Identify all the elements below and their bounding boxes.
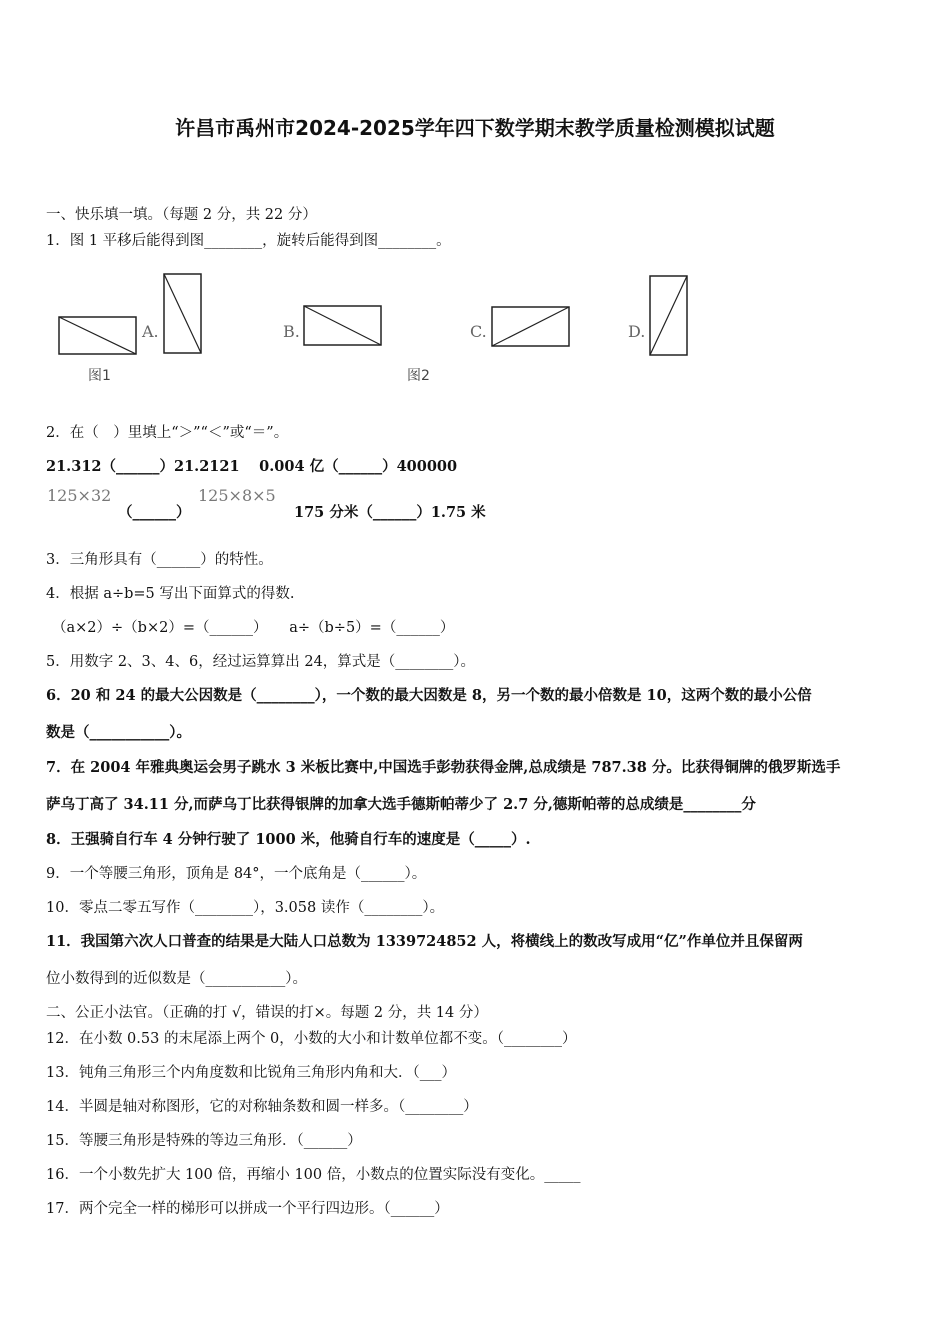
question-12: 12．在小数 0.53 的末尾添上两个 0，小数的大小和计数单位都不变。（________）: [46, 1031, 577, 1047]
question-14: 14．半圆是轴对称图形，它的对称轴条数和圆一样多。（________）: [46, 1099, 478, 1115]
figure-1-label: 图1: [88, 368, 111, 384]
section2-heading: 二、公正小法官。（正确的打 √，错误的打×。每题 2 分，共 14 分）: [46, 1005, 488, 1021]
question-8: 8．王强骑自行车 4 分钟行驶了 1000 米，他骑自行车的速度是（_____）.: [46, 831, 531, 848]
option-c-rectangle: [491, 306, 571, 348]
question-2: 2．在（ ）里填上“＞”“＜”或“＝”。: [46, 425, 289, 441]
question-2-row-1: 21.312（______）21.2121 0.004 亿（______）400000: [46, 458, 458, 475]
question-16: 16．一个小数先扩大 100 倍，再缩小 100 倍，小数点的位置实际没有变化。_____: [46, 1167, 581, 1183]
option-d-label: D.: [628, 322, 646, 341]
page-title: 许昌市禹州市2024-2025学年四下数学期末教学质量检测模拟试题: [175, 116, 775, 140]
figure-2-label: 图2: [407, 368, 430, 384]
question-4: 4．根据 a÷b=5 写出下面算式的得数.: [46, 586, 295, 602]
option-a-rectangle: [163, 273, 203, 355]
question-15: 15．等腰三角形是特殊的等边三角形．（______）: [46, 1133, 362, 1149]
question-10: 10．零点二零五写作（________），3.058 读作（________）。: [46, 900, 445, 916]
question-9: 9．一个等腰三角形，顶角是 84°，一个底角是（______）。: [46, 866, 427, 882]
question-7-line-1: 7．在 2004 年雅典奥运会男子跳水 3 米板比赛中,中国选手彭勃获得金牌,总成绩是 787.38 分。比获得铜牌的俄罗斯选手: [46, 759, 841, 776]
option-b-label: B.: [283, 322, 300, 341]
question-2-expression-2: 125×8×5: [198, 486, 276, 505]
question-4-row: （a×2）÷（b×2）=（______） a÷（b÷5）=（______）: [52, 620, 455, 636]
question-3: 3．三角形具有（______）的特性。: [46, 552, 273, 568]
question-7-line-2: 萨乌丁高了 34.11 分,而萨乌丁比获得银牌的加拿大选手德斯帕蒂少了 2.7 分,德斯帕蒂的总成绩是________分: [46, 796, 756, 813]
question-2-row-2-right: 175 分米（______）1.75 米: [294, 504, 486, 521]
question-6-line-1: 6．20 和 24 的最大公因数是（________），一个数的最大因数是 8，另一个数的最小倍数是 10，这两个数的最小公倍: [46, 687, 812, 704]
question-17: 17．两个完全一样的梯形可以拼成一个平行四边形。（______）: [46, 1201, 449, 1217]
question-6-line-2: 数是（___________）。: [46, 724, 191, 741]
question-1: 1．图 1 平移后能得到图________，旋转后能得到图________。: [46, 233, 451, 249]
question-5: 5．用数字 2、3、4、6，经过运算算出 24，算式是（________）。: [46, 654, 476, 670]
question-2-blank: （______）: [118, 504, 191, 521]
option-c-label: C.: [470, 322, 487, 341]
question-11-line-2: 位小数得到的近似数是（___________）。: [46, 971, 307, 987]
option-b-rectangle: [303, 305, 383, 347]
section1-heading: 一、快乐填一填。（每题 2 分，共 22 分）: [46, 207, 317, 223]
option-a-label: A.: [142, 322, 159, 341]
option-d-rectangle: [649, 275, 689, 357]
question-13: 13．钝角三角形三个内角度数和比锐角三角形内角和大．（___）: [46, 1065, 456, 1081]
question-11-line-1: 11．我国第六次人口普查的结果是大陆人口总数为 1339724852 人，将横线上的数改写成用“亿”作单位并且保留两: [46, 933, 803, 950]
figure-1-rectangle: [58, 316, 138, 356]
question-2-expression-1: 125×32: [47, 486, 112, 505]
